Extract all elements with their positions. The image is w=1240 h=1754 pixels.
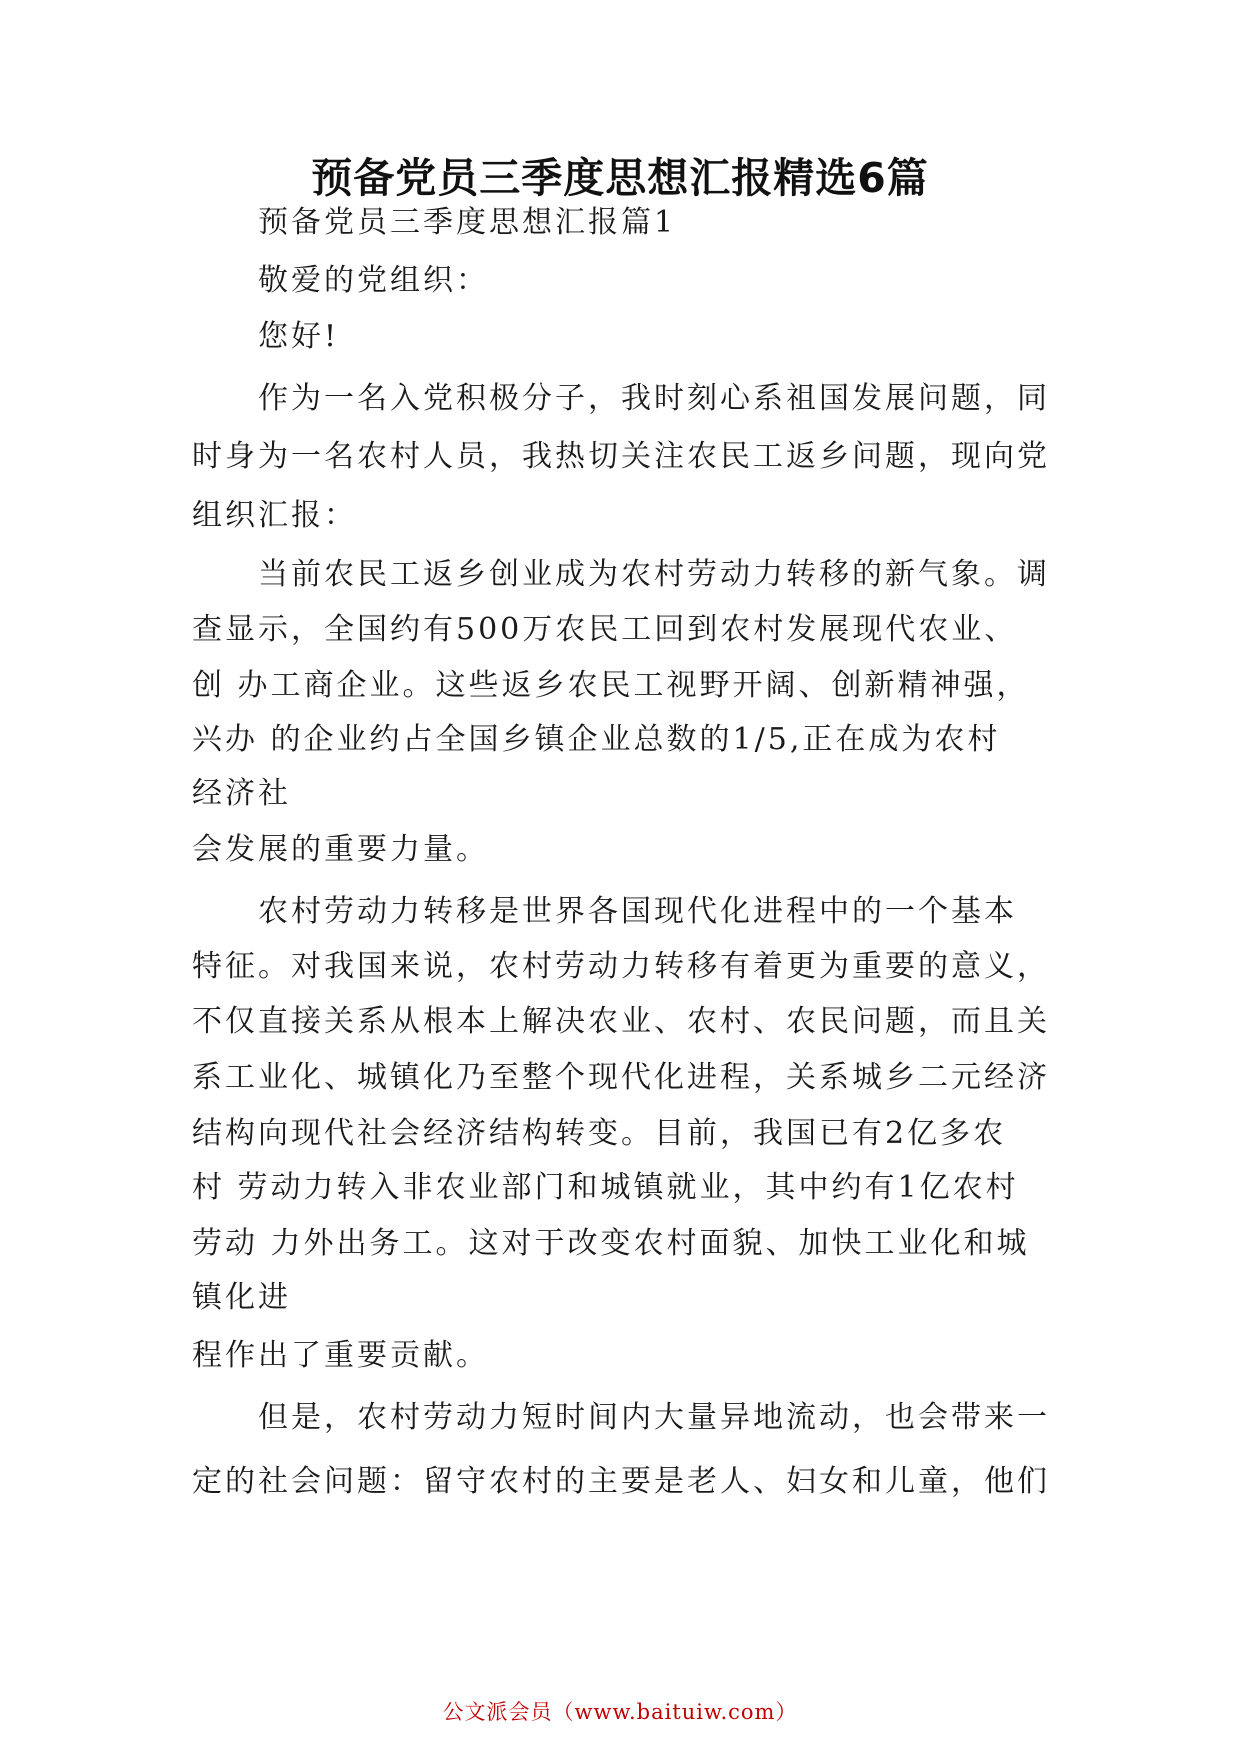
- paragraph-line: 经济社: [192, 776, 291, 811]
- paragraph-line: 系工业化、城镇化乃至整个现代化进程，关系城乡二元经济: [192, 1060, 1050, 1095]
- paragraph-line: 劳动 力外出务工。这对于改变农村面貌、加快工业化和城: [192, 1226, 1030, 1261]
- paragraph-line: 会发展的重要力量。: [192, 832, 489, 867]
- paragraph-line: 当前农民工返乡创业成为农村劳动力转移的新气象。调: [258, 557, 1050, 592]
- footer-watermark: 公文派会员（www.baituiw.com）: [442, 1700, 798, 1724]
- paragraph-line: 农村劳动力转移是世界各国现代化进程中的一个基本: [258, 894, 1017, 929]
- document-title: 预备党员三季度思想汇报精选6篇: [311, 154, 929, 202]
- paragraph-line: 时身为一名农村人员，我热切关注农民工返乡问题，现向党: [192, 439, 1050, 474]
- paragraph-line: 但是，农村劳动力短时间内大量异地流动，也会带来一: [258, 1400, 1050, 1435]
- paragraph-line: 查显示，全国约有500万农民工回到农村发展现代农业、: [192, 612, 1018, 647]
- paragraph-line: 组织汇报：: [192, 498, 357, 533]
- paragraph-line: 创 办工商企业。这些返乡农民工视野开阔、创新精神强，: [192, 668, 1030, 703]
- paragraph-line: 程作出了重要贡献。: [192, 1338, 489, 1373]
- paragraph-line: 不仅直接关系从根本上解决农业、农村、农民问题，而且关: [192, 1004, 1050, 1039]
- salutation: 敬爱的党组织：: [258, 263, 489, 298]
- paragraph-line: 兴办 的企业约占全国乡镇企业总数的1/5,正在成为农村: [192, 722, 1001, 757]
- paragraph-line: 定的社会问题：留守农村的主要是老人、妇女和儿童，他们: [192, 1464, 1050, 1499]
- paragraph-line: 镇化进: [192, 1280, 291, 1315]
- paragraph-line: 村 劳动力转入非农业部门和城镇就业，其中约有1亿农村: [192, 1170, 1019, 1205]
- section-heading: 预备党员三季度思想汇报篇1: [258, 205, 677, 240]
- paragraph-line: 作为一名入党积极分子，我时刻心系祖国发展问题，同: [258, 381, 1050, 416]
- paragraph-line: 特征。对我国来说，农村劳动力转移有着更为重要的意义，: [192, 949, 1050, 984]
- greeting: 您好!: [258, 319, 340, 354]
- paragraph-line: 结构向现代社会经济结构转变。目前，我国已有2亿多农: [192, 1116, 1007, 1151]
